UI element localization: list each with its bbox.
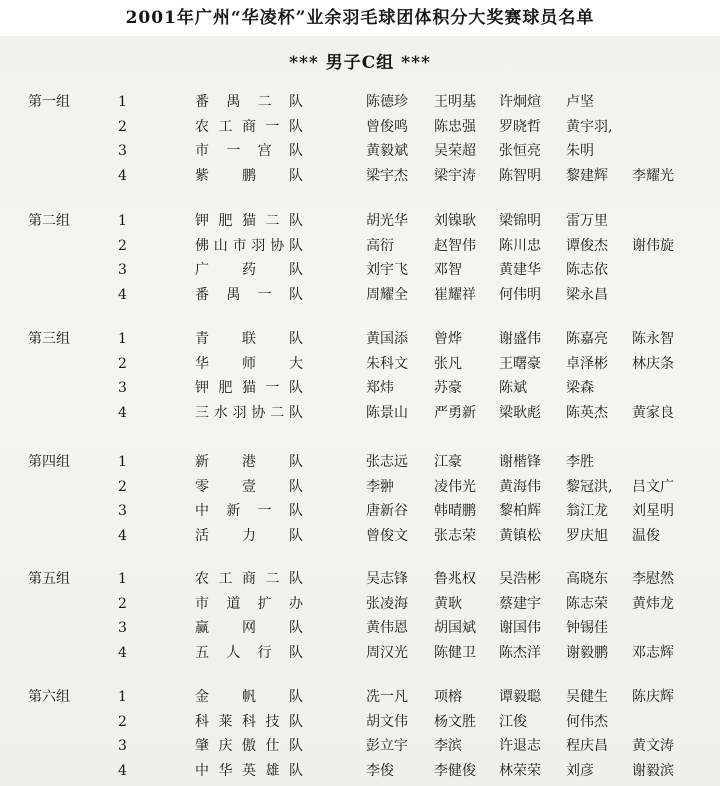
team-name: 紫鹏队 — [195, 167, 303, 184]
team-row — [0, 377, 720, 399]
team-number: 2 — [118, 118, 127, 135]
team-number: 2 — [118, 713, 127, 730]
team-name: 番禺一队 — [195, 286, 303, 303]
player-name: 黄文涛 — [632, 738, 674, 754]
team-number: 1 — [118, 454, 127, 470]
team-name: 青联队 — [195, 331, 303, 347]
team-name: 赢网队 — [195, 620, 303, 636]
player-name: 黄海伟 — [499, 478, 541, 495]
player-name: 唐新谷 — [366, 503, 408, 519]
player-name: 冼一凡 — [366, 689, 408, 705]
player-name: 朱明 — [566, 143, 594, 159]
team-name: 五人行队 — [195, 644, 303, 661]
player-name: 何伟杰 — [566, 713, 608, 730]
player-name: 黄伟恩 — [366, 620, 408, 636]
roster-sheet — [0, 36, 720, 786]
player-name: 卓泽彬 — [566, 355, 608, 372]
player-name: 韩晴鹏 — [434, 503, 476, 519]
player-name: 梁宇涛 — [434, 167, 476, 184]
player-name: 陈志荣 — [566, 595, 608, 612]
player-name: 谢楷锋 — [499, 454, 541, 470]
player-name: 周汉光 — [366, 644, 408, 661]
player-name: 严勇新 — [434, 404, 476, 421]
player-name: 刘彦 — [566, 762, 594, 779]
team-number: 2 — [118, 237, 127, 254]
team-row — [0, 259, 720, 281]
player-name: 吴浩彬 — [499, 571, 541, 587]
team-row — [0, 328, 720, 350]
group-label: 第三组 — [28, 331, 70, 347]
player-name: 江豪 — [434, 454, 462, 470]
player-name: 李滨 — [434, 738, 462, 754]
team-number: 4 — [118, 762, 127, 779]
player-name: 李耀光 — [632, 167, 674, 184]
team-name: 新港队 — [195, 454, 303, 470]
team-name: 金帆队 — [195, 689, 303, 705]
player-name: 陈志依 — [566, 262, 608, 278]
player-name: 张恒亮 — [499, 143, 541, 159]
player-name: 梁永昌 — [566, 286, 608, 303]
team-name: 三水羽协二队 — [195, 404, 303, 421]
player-name: 梁锦明 — [499, 213, 541, 229]
player-name: 邓智 — [434, 262, 462, 278]
player-name: 谢毅鹏 — [566, 644, 608, 661]
player-name: 翁江龙 — [566, 503, 608, 519]
team-name: 活力队 — [195, 527, 303, 544]
player-name: 黄毅斌 — [366, 143, 408, 159]
player-name: 曾俊鸣 — [366, 118, 408, 135]
player-name: 胡光华 — [366, 213, 408, 229]
section-subtitle: *** 男子C组 *** — [289, 53, 431, 73]
team-number: 1 — [118, 94, 127, 110]
player-name: 陈川忠 — [499, 237, 541, 254]
team-row — [0, 760, 720, 782]
team-number: 2 — [118, 355, 127, 372]
player-name: 陈英杰 — [566, 404, 608, 421]
player-name: 胡国斌 — [434, 620, 476, 636]
player-name: 黎冠洪, — [566, 478, 613, 495]
team-row — [0, 451, 720, 473]
player-name: 林荣荣 — [499, 762, 541, 779]
team-name: 农工商一队 — [195, 118, 303, 135]
player-name: 梁森 — [566, 380, 594, 396]
document-title: 2001年广州“华凌杯”业余羽毛球团体积分大奖赛球员名单 — [0, 0, 720, 36]
player-name: 陈庆辉 — [632, 689, 674, 705]
player-name: 张志荣 — [434, 527, 476, 544]
player-name: 梁耿彪 — [499, 404, 541, 421]
player-name: 何伟明 — [499, 286, 541, 303]
team-row — [0, 210, 720, 232]
team-number: 4 — [118, 167, 127, 184]
player-name: 张凡 — [434, 355, 462, 372]
player-name: 杨文胜 — [434, 713, 476, 730]
team-name: 钾肥猫二队 — [195, 213, 303, 229]
player-name: 吴荣超 — [434, 143, 476, 159]
team-row — [0, 568, 720, 590]
team-number: 3 — [118, 738, 127, 754]
team-name: 广药队 — [195, 262, 303, 278]
player-name: 高晓东 — [566, 571, 608, 587]
team-row — [0, 140, 720, 162]
player-name: 黎柏辉 — [499, 503, 541, 519]
player-name: 卢坚 — [566, 94, 594, 110]
player-name: 刘星明 — [632, 503, 674, 519]
team-name: 中新一队 — [195, 503, 303, 519]
player-name: 谢伟旋 — [632, 237, 674, 254]
player-name: 雷万里 — [566, 213, 608, 229]
player-name: 林庆条 — [632, 355, 674, 372]
player-name: 赵智伟 — [434, 237, 476, 254]
team-name: 科莱科技队 — [195, 713, 303, 730]
player-name: 彭立宇 — [366, 738, 408, 754]
team-name: 市一宫队 — [195, 143, 303, 159]
player-name: 陈健卫 — [434, 644, 476, 661]
team-row — [0, 284, 720, 306]
player-name: 刘镍耿 — [434, 213, 476, 229]
player-name: 黄国添 — [366, 331, 408, 347]
player-name: 谢毅滨 — [632, 762, 674, 779]
player-name: 陈斌 — [499, 380, 527, 396]
team-row — [0, 116, 720, 138]
player-name: 罗晓哲 — [499, 118, 541, 135]
team-row — [0, 235, 720, 257]
team-row — [0, 735, 720, 757]
team-row — [0, 593, 720, 615]
player-name: 高衍 — [366, 237, 394, 254]
group-label: 第四组 — [28, 454, 70, 470]
team-row — [0, 500, 720, 522]
player-name: 钟锡佳 — [566, 620, 608, 636]
team-number: 4 — [118, 527, 127, 544]
player-name: 吴健生 — [566, 689, 608, 705]
player-name: 梁宇杰 — [366, 167, 408, 184]
team-row — [0, 525, 720, 547]
player-name: 吴志锋 — [366, 571, 408, 587]
player-name: 张志远 — [366, 454, 408, 470]
team-name: 农工商二队 — [195, 571, 303, 587]
player-name: 郑炜 — [366, 380, 394, 396]
player-name: 陈杰洋 — [499, 644, 541, 661]
player-name: 黄家良 — [632, 404, 674, 421]
player-name: 黄炜龙 — [632, 595, 674, 612]
player-name: 程庆昌 — [566, 738, 608, 754]
player-name: 许炯煊 — [499, 94, 541, 110]
player-name: 李健俊 — [434, 762, 476, 779]
team-number: 4 — [118, 404, 127, 421]
player-name: 陈景山 — [366, 404, 408, 421]
player-name: 黄宇羽, — [566, 118, 613, 135]
team-row — [0, 476, 720, 498]
team-row — [0, 711, 720, 733]
team-row — [0, 165, 720, 187]
team-name: 市道扩办 — [195, 595, 303, 612]
player-name: 黄建华 — [499, 262, 541, 278]
team-name: 钾肥猫一队 — [195, 380, 303, 396]
player-name: 李俊 — [366, 762, 394, 779]
team-number: 4 — [118, 644, 127, 661]
player-name: 张凌海 — [366, 595, 408, 612]
player-name: 黎建辉 — [566, 167, 608, 184]
team-number: 2 — [118, 478, 127, 495]
player-name: 李慰然 — [632, 571, 674, 587]
player-name: 陈智明 — [499, 167, 541, 184]
player-name: 胡文伟 — [366, 713, 408, 730]
team-row — [0, 402, 720, 424]
group-label: 第二组 — [28, 213, 70, 229]
player-name: 江俊 — [499, 713, 527, 730]
player-name: 温俊 — [632, 527, 660, 544]
player-name: 朱科文 — [366, 355, 408, 372]
player-name: 吕文广 — [632, 478, 674, 495]
team-name: 中华英雄队 — [195, 762, 303, 779]
team-row — [0, 353, 720, 375]
player-name: 苏豪 — [434, 380, 462, 396]
group-label: 第五组 — [28, 571, 70, 587]
team-name: 佛山市羽协队 — [195, 237, 303, 254]
team-number: 1 — [118, 689, 127, 705]
group-label: 第六组 — [28, 689, 70, 705]
team-number: 3 — [118, 380, 127, 396]
player-name: 李胜 — [566, 454, 594, 470]
player-name: 罗庆旭 — [566, 527, 608, 544]
team-row — [0, 686, 720, 708]
team-number: 1 — [118, 571, 127, 587]
player-name: 鲁兆权 — [434, 571, 476, 587]
team-name: 肇庆傲仕队 — [195, 738, 303, 754]
team-name: 零壹队 — [195, 478, 303, 495]
player-name: 谢盛伟 — [499, 331, 541, 347]
player-name: 黄耿 — [434, 595, 462, 612]
player-name: 项榕 — [434, 689, 462, 705]
player-name: 谭毅聪 — [499, 689, 541, 705]
team-number: 4 — [118, 286, 127, 303]
player-name: 李翀 — [366, 478, 394, 495]
player-name: 谢国伟 — [499, 620, 541, 636]
team-number: 2 — [118, 595, 127, 612]
team-row — [0, 642, 720, 664]
team-number: 3 — [118, 620, 127, 636]
team-number: 1 — [118, 213, 127, 229]
team-name: 番禺二队 — [195, 94, 303, 110]
team-number: 3 — [118, 143, 127, 159]
team-row — [0, 617, 720, 639]
team-number: 1 — [118, 331, 127, 347]
player-name: 刘宇飞 — [366, 262, 408, 278]
team-row — [0, 91, 720, 113]
group-label: 第一组 — [28, 94, 70, 110]
player-name: 王曙豪 — [499, 355, 541, 372]
team-name: 华师大 — [195, 355, 303, 372]
team-number: 3 — [118, 503, 127, 519]
player-name: 王明基 — [434, 94, 476, 110]
player-name: 谭俊杰 — [566, 237, 608, 254]
player-name: 陈永智 — [632, 331, 674, 347]
player-name: 陈德珍 — [366, 94, 408, 110]
player-name: 许退志 — [499, 738, 541, 754]
player-name: 周耀全 — [366, 286, 408, 303]
player-name: 黄镇松 — [499, 527, 541, 544]
player-name: 邓志辉 — [632, 644, 674, 661]
player-name: 陈嘉亮 — [566, 331, 608, 347]
team-number: 3 — [118, 262, 127, 278]
player-name: 崔耀祥 — [434, 286, 476, 303]
player-name: 蔡建宇 — [499, 595, 541, 612]
player-name: 凌伟光 — [434, 478, 476, 495]
player-name: 曾烨 — [434, 331, 462, 347]
player-name: 陈忠强 — [434, 118, 476, 135]
player-name: 曾俊文 — [366, 527, 408, 544]
